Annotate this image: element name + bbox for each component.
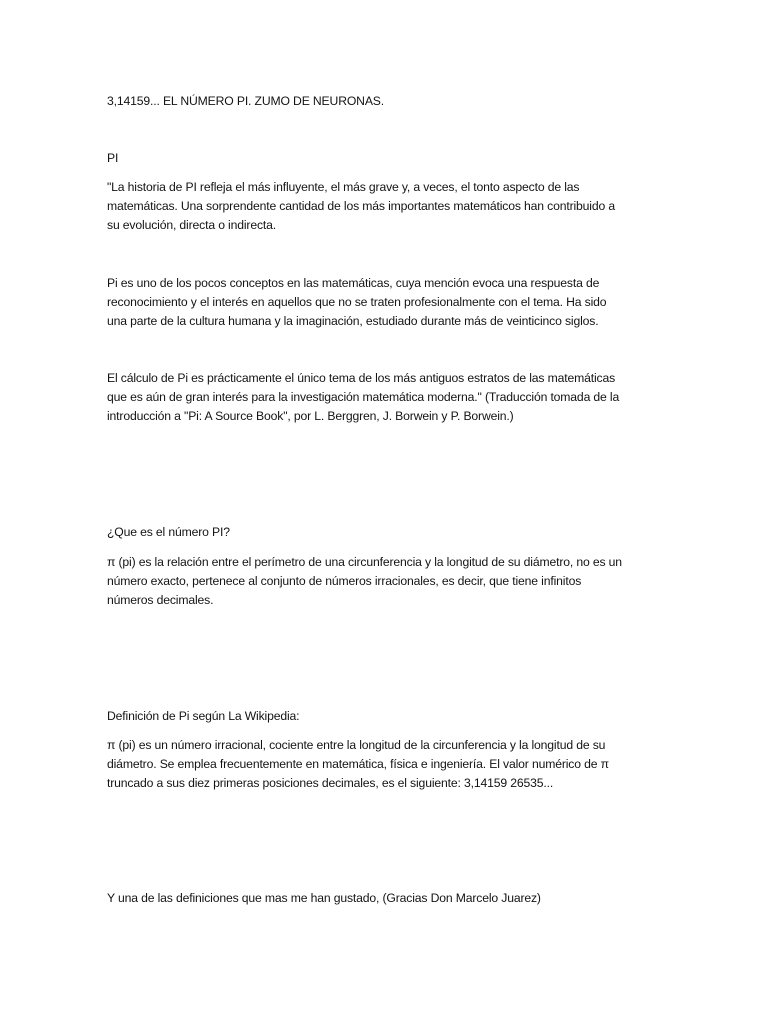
paragraph-line: introducción a "Pi: A Source Book", por L. Berggren, J. Borwein y P. Borwein.) bbox=[107, 409, 514, 423]
paragraph-line: reconocimiento y el interés en aquellos que no se traten profesionalmente con el tema. Ha sido bbox=[107, 295, 607, 309]
question-paragraph bbox=[107, 553, 663, 610]
wikipedia-paragraph bbox=[107, 736, 663, 793]
quote-paragraph-3 bbox=[107, 369, 663, 426]
paragraph-line: número exacto, pertenece al conjunto de números irracionales, es decir, que tiene infinitos bbox=[107, 574, 582, 588]
paragraph-line: "La historia de PI refleja el más influyente, el más grave y, a veces, el tonto aspecto de las bbox=[107, 180, 580, 194]
paragraph-line: π (pi) es la relación entre el perímetro de una circunferencia y la longitud de su diámetro, no es un bbox=[107, 555, 622, 569]
paragraph-line: π (pi) es un número irracional, cociente entre la longitud de la circunferencia y la longitud de su bbox=[107, 738, 606, 752]
paragraph-line: una parte de la cultura humana y la imaginación, estudiado durante más de veinticinco siglos. bbox=[107, 314, 599, 328]
section-title-wikipedia-text: Definición de Pi según La Wikipedia: bbox=[107, 709, 300, 723]
paragraph-line: diámetro. Se emplea frecuentemente en matemática, física e ingeniería. El valor numérico de π bbox=[107, 757, 609, 771]
paragraph-line: truncado a sus diez primeras posiciones decimales, es el siguiente: 3,14159 26535... bbox=[107, 776, 554, 790]
paragraph-line: su evolución, directa o indirecta. bbox=[107, 218, 277, 232]
section-title-question-text: ¿Que es el número PI? bbox=[107, 525, 230, 539]
section-title-pi-text: PI bbox=[107, 151, 119, 165]
heading-text: 3,14159... EL NÚMERO PI. ZUMO DE NEURONAS. bbox=[107, 94, 385, 108]
paragraph-line: números decimales. bbox=[107, 593, 214, 607]
quote-paragraph-2 bbox=[107, 274, 663, 331]
quote-paragraph-1 bbox=[107, 178, 663, 235]
section-title-question bbox=[107, 523, 663, 542]
closing-line-text: Y una de las definiciones que mas me han gustado, (Gracias Don Marcelo Juarez) bbox=[107, 891, 541, 905]
closing-line bbox=[107, 889, 663, 908]
paragraph-line: Pi es uno de los pocos conceptos en las matemáticas, cuya mención evoca una respuesta de bbox=[107, 276, 600, 290]
section-title-wikipedia bbox=[107, 707, 663, 726]
section-title-pi bbox=[107, 149, 663, 168]
paragraph-line: matemáticas. Una sorprendente cantidad de los más importantes matemáticos han contribuido a bbox=[107, 199, 615, 213]
document-heading bbox=[107, 92, 663, 111]
paragraph-line: que es aún de gran interés para la investigación matemática moderna." (Traducción tomada de la bbox=[107, 390, 620, 404]
paragraph-line: El cálculo de Pi es prácticamente el único tema de los más antiguos estratos de las matemáticas bbox=[107, 371, 616, 385]
